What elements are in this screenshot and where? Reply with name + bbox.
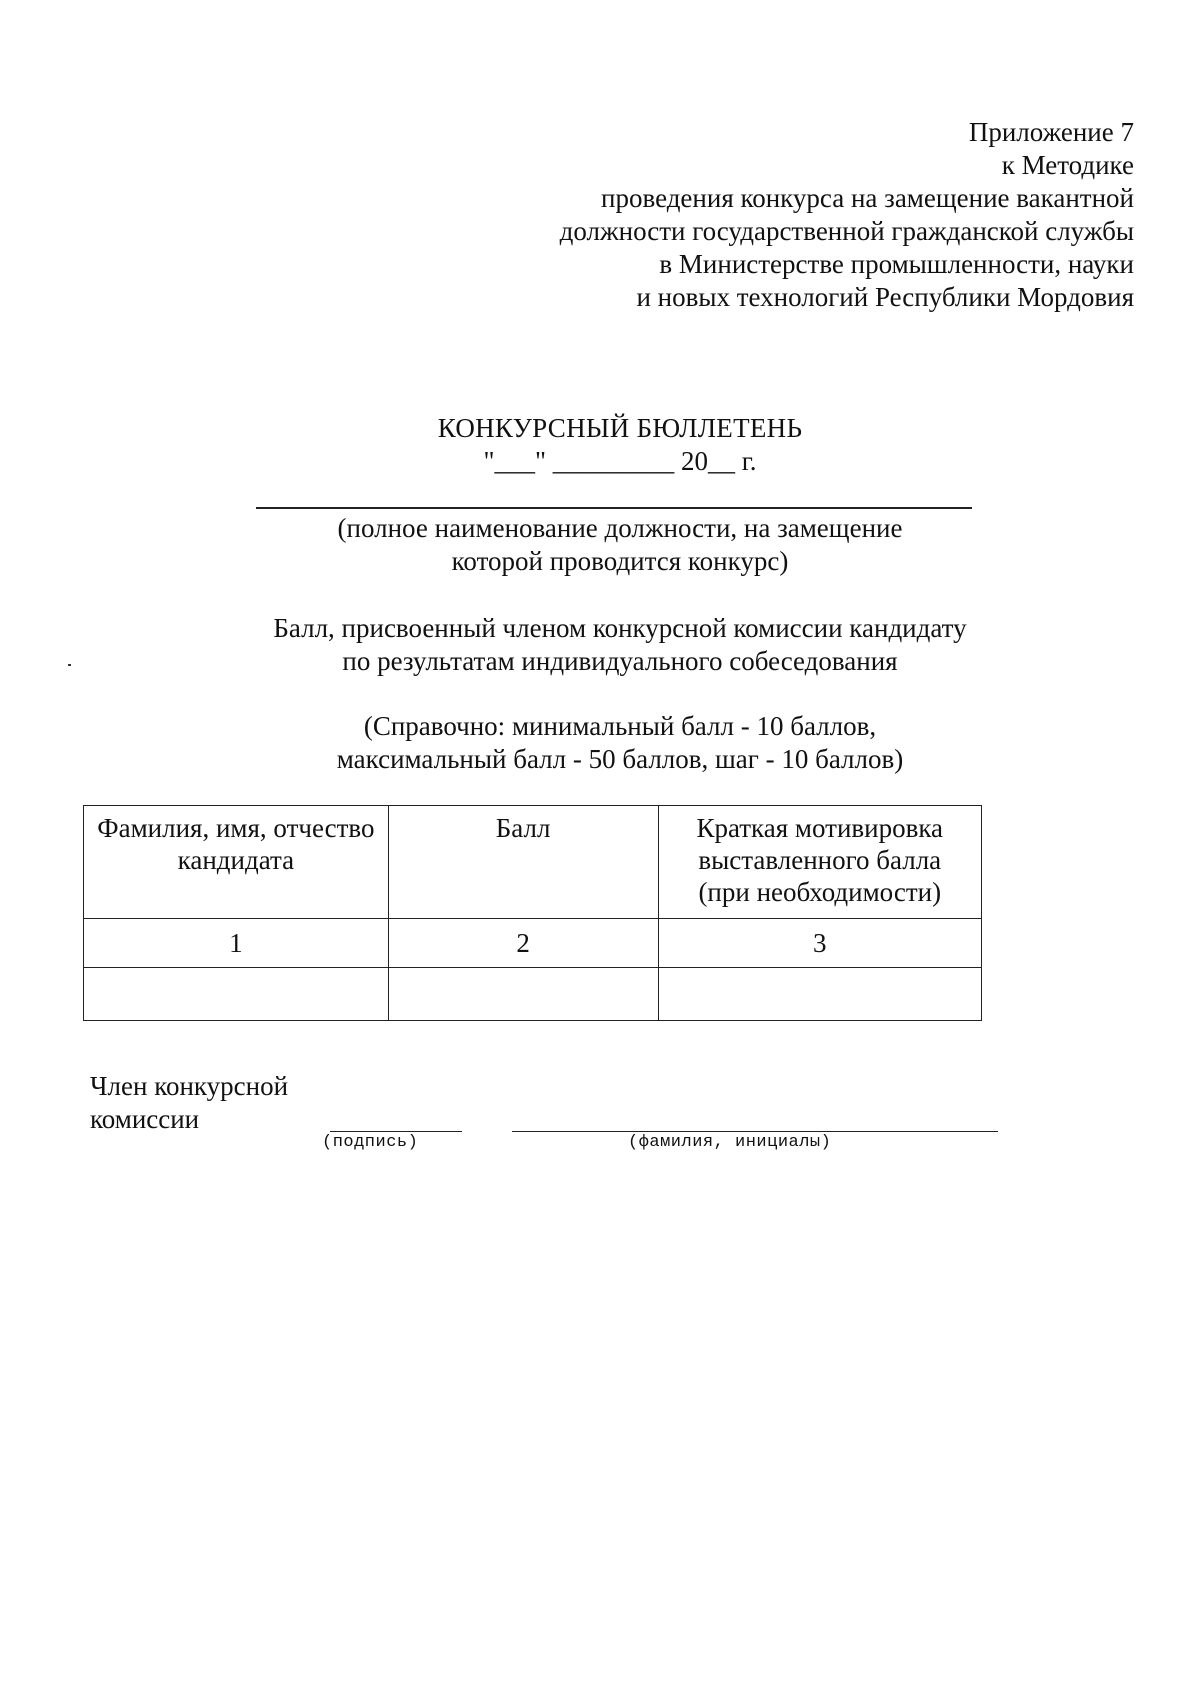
header-text: выставленного балла	[698, 845, 942, 875]
signature-line[interactable]	[330, 1131, 462, 1132]
reference-line: максимальный балл - 50 баллов, шаг - 10 баллов)	[336, 744, 904, 774]
position-caption	[0, 512, 1200, 578]
header-text: Фамилия, имя, отчество	[97, 813, 375, 843]
column-number: 1	[84, 919, 389, 968]
header-text: (при необходимости)	[698, 877, 942, 907]
header-text: кандидата	[177, 845, 295, 875]
name-initials-caption: (фамилия, инициалы)	[628, 1133, 832, 1152]
header-candidate-name	[84, 806, 389, 919]
table-row	[84, 968, 982, 1021]
header-motivation	[658, 806, 981, 919]
ballot-heading	[0, 412, 1200, 478]
appendix-line: должности государственной гражданской службы	[559, 216, 1134, 246]
position-fill-line	[256, 507, 972, 509]
ballot-table	[83, 805, 982, 1021]
reference-line: (Справочно: минимальный балл - 10 баллов,	[363, 711, 877, 741]
signature-caption: (подпись)	[322, 1133, 419, 1152]
score-intro	[0, 612, 1200, 678]
appendix-line: и новых технологий Республики Мордовия	[636, 282, 1134, 312]
ballot-title: КОНКУРСНЫЙ БЮЛЛЕТЕНЬ	[437, 413, 803, 443]
member-label-line: комиссии	[90, 1104, 200, 1134]
table-column-number-row	[84, 919, 982, 968]
score-reference-note	[0, 710, 1200, 776]
header-score	[388, 806, 658, 919]
column-number: 2	[388, 919, 658, 968]
motivation-cell[interactable]	[658, 968, 981, 1021]
position-caption-line: (полное наименование должности, на замещение	[337, 513, 903, 543]
name-initials-line[interactable]	[512, 1131, 998, 1132]
position-caption-line: которой проводится конкурс)	[451, 546, 789, 576]
appendix-line: проведения конкурса на замещение вакантной	[601, 183, 1134, 213]
table-header-row	[84, 806, 982, 919]
appendix-line: Приложение 7	[968, 117, 1134, 147]
appendix-line: к Методике	[1001, 150, 1134, 180]
member-label-line: Член конкурсной	[90, 1071, 289, 1101]
score-intro-line: Балл, присвоенный членом конкурсной комиссии кандидату	[273, 613, 967, 643]
candidate-name-cell[interactable]	[84, 968, 389, 1021]
header-text: Балл	[495, 813, 551, 843]
appendix-line: в Министерстве промышленности, науки	[659, 249, 1134, 279]
column-number: 3	[658, 919, 981, 968]
score-cell[interactable]	[388, 968, 658, 1021]
appendix-reference	[560, 116, 1134, 314]
score-intro-line: по результатам индивидуального собеседования	[342, 646, 898, 676]
commission-member-label	[90, 1070, 288, 1136]
header-text: Краткая мотивировка	[696, 813, 944, 843]
scan-speck	[68, 664, 71, 666]
ballot-date-line: "___" _________ 20__ г.	[483, 446, 757, 476]
